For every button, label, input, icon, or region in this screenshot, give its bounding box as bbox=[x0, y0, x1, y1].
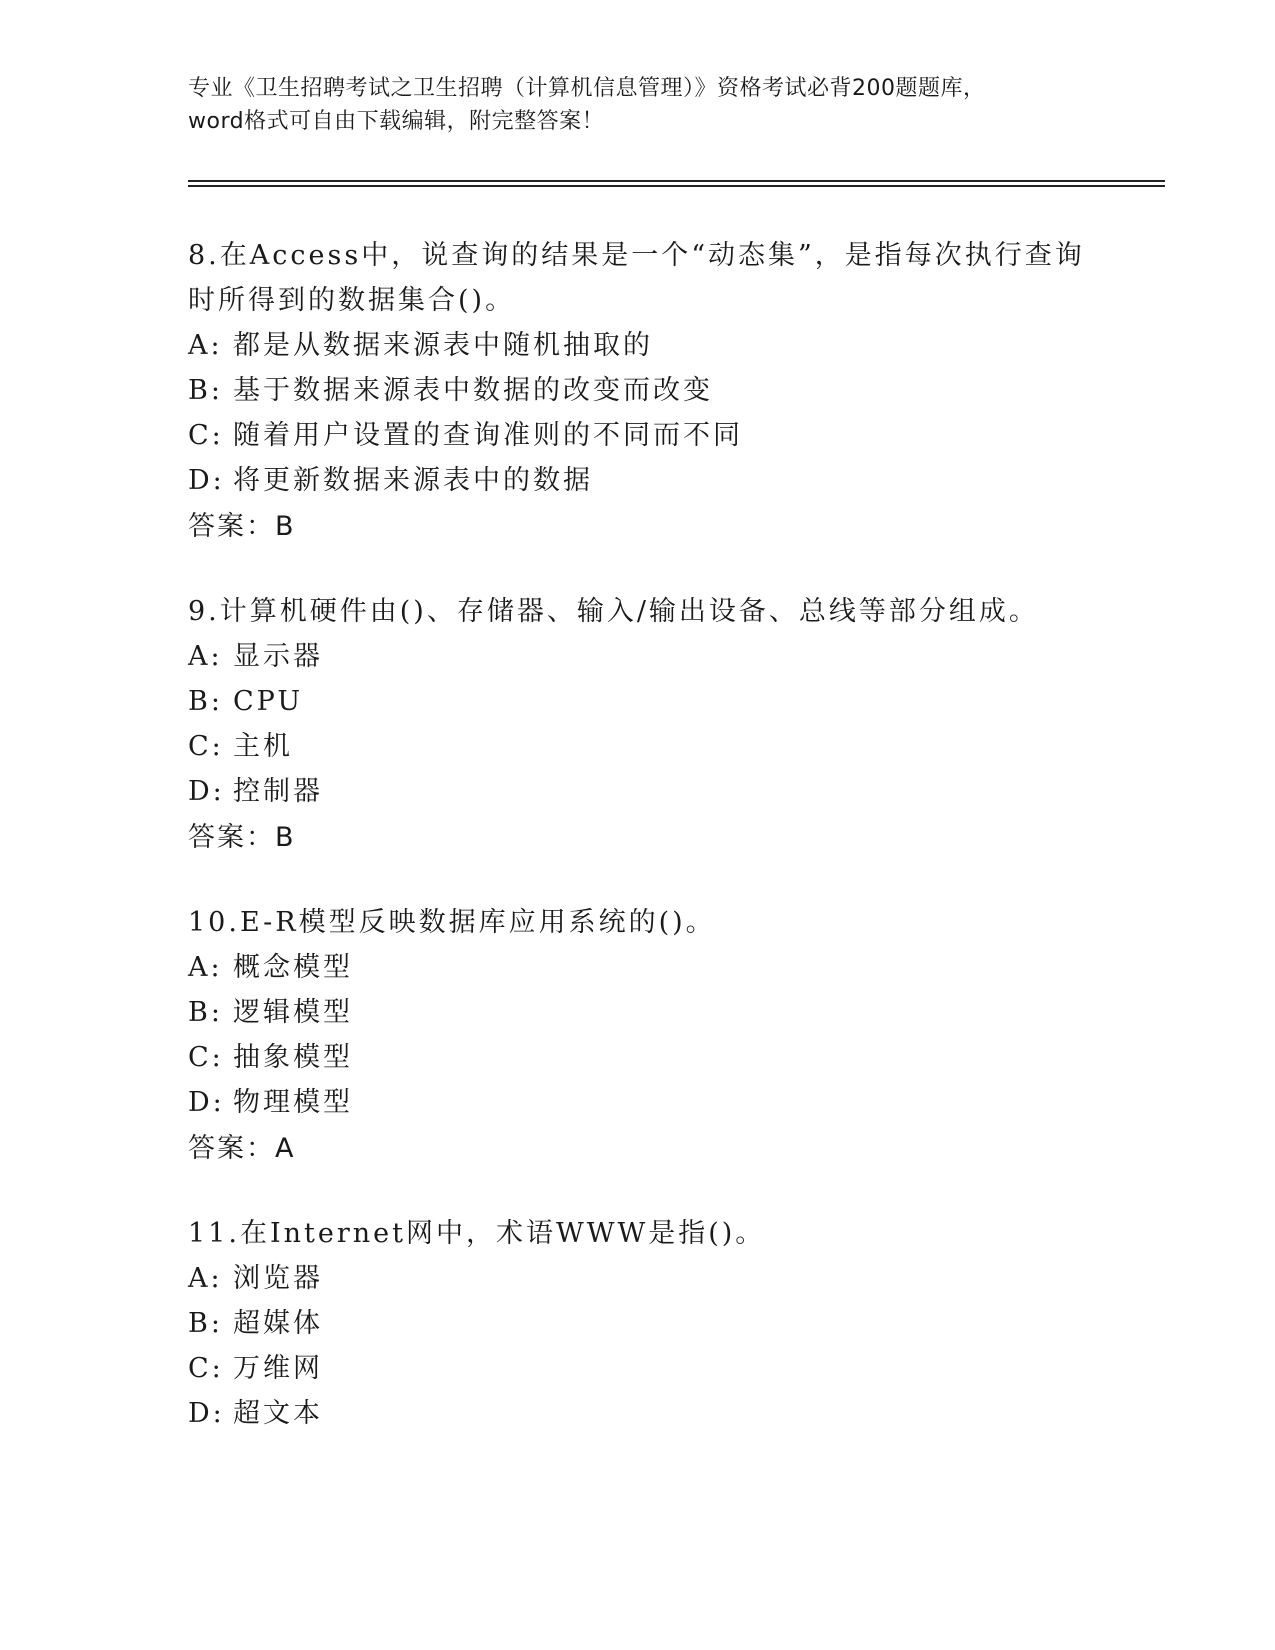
option-letter: A: bbox=[188, 330, 223, 361]
option-letter: C: bbox=[188, 420, 224, 451]
option-text: CPU bbox=[233, 686, 304, 717]
question-block bbox=[188, 900, 1088, 1173]
option-c bbox=[188, 1346, 1088, 1391]
header-line-2: word格式可自由下载编辑，附完整答案！ bbox=[188, 109, 605, 134]
answer-text: 答案：A bbox=[188, 1133, 296, 1164]
question-text: 8.在Access中，说查询的结果是一个“动态集”，是指每次执行查询时所得到的数据集合()。 bbox=[188, 240, 1085, 316]
option-text: 概念模型 bbox=[233, 952, 353, 983]
question-text: 11.在Internet网中，术语WWW是指()。 bbox=[188, 1218, 766, 1249]
option-letter: D: bbox=[188, 776, 225, 807]
question-text: 10.E-R模型反映数据库应用系统的()。 bbox=[188, 907, 716, 938]
option-c bbox=[188, 413, 1088, 458]
option-b bbox=[188, 1301, 1088, 1346]
option-d bbox=[188, 458, 1088, 503]
option-text: 将更新数据来源表中的数据 bbox=[233, 465, 593, 496]
option-b bbox=[188, 990, 1088, 1035]
option-letter: C: bbox=[188, 1353, 224, 1384]
option-a bbox=[188, 634, 1088, 679]
option-letter: A: bbox=[188, 952, 223, 983]
question-list bbox=[188, 233, 1088, 1474]
option-text: 超文本 bbox=[233, 1398, 323, 1429]
document-header bbox=[188, 72, 1088, 138]
answer-text: 答案：B bbox=[188, 822, 296, 853]
option-text: 抽象模型 bbox=[233, 1042, 353, 1073]
question-block bbox=[188, 233, 1088, 551]
option-letter: B: bbox=[188, 1308, 223, 1339]
option-text: 随着用户设置的查询准则的不同而不同 bbox=[233, 420, 743, 451]
option-c bbox=[188, 724, 1088, 769]
option-a bbox=[188, 1256, 1088, 1301]
option-text: 显示器 bbox=[233, 641, 323, 672]
option-d bbox=[188, 1080, 1088, 1125]
option-text: 主机 bbox=[233, 731, 293, 762]
option-letter: D: bbox=[188, 1398, 225, 1429]
option-a bbox=[188, 945, 1088, 990]
question-block bbox=[188, 589, 1088, 862]
option-letter: B: bbox=[188, 375, 223, 406]
option-letter: B: bbox=[188, 686, 223, 717]
option-letter: C: bbox=[188, 1042, 224, 1073]
option-c bbox=[188, 1035, 1088, 1080]
option-text: 都是从数据来源表中随机抽取的 bbox=[233, 330, 653, 361]
option-text: 控制器 bbox=[233, 776, 323, 807]
option-d bbox=[188, 769, 1088, 814]
header-divider-top bbox=[188, 180, 1165, 182]
option-text: 物理模型 bbox=[233, 1087, 353, 1118]
answer-text: 答案：B bbox=[188, 511, 296, 542]
option-text: 逻辑模型 bbox=[233, 997, 353, 1028]
option-a bbox=[188, 323, 1088, 368]
option-b bbox=[188, 368, 1088, 413]
header-divider-bottom bbox=[188, 185, 1165, 187]
option-text: 基于数据来源表中数据的改变而改变 bbox=[233, 375, 713, 406]
option-text: 浏览器 bbox=[233, 1263, 323, 1294]
option-b bbox=[188, 679, 1088, 724]
option-letter: D: bbox=[188, 465, 225, 496]
option-letter: A: bbox=[188, 641, 223, 672]
option-letter: B: bbox=[188, 997, 223, 1028]
option-text: 超媒体 bbox=[233, 1308, 323, 1339]
header-line-1: 专业《卫生招聘考试之卫生招聘（计算机信息管理）》资格考试必背200题题库， bbox=[188, 76, 986, 101]
option-text: 万维网 bbox=[233, 1353, 323, 1384]
option-letter: C: bbox=[188, 731, 224, 762]
option-d bbox=[188, 1391, 1088, 1436]
question-block bbox=[188, 1211, 1088, 1436]
option-letter: A: bbox=[188, 1263, 223, 1294]
question-text: 9.计算机硬件由()、存储器、输入/输出设备、总线等部分组成。 bbox=[188, 596, 1039, 627]
option-letter: D: bbox=[188, 1087, 225, 1118]
